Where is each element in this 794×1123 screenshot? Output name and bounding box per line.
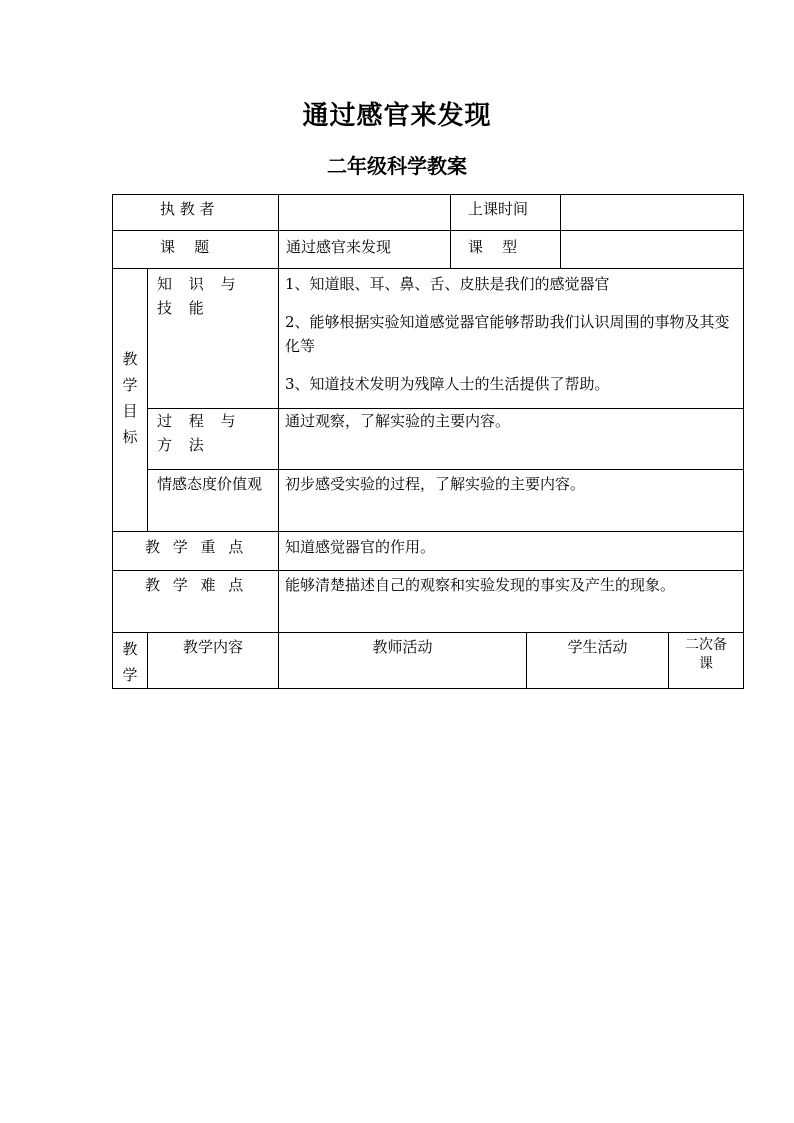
process-col-teacher: 教师活动 xyxy=(372,638,433,656)
table-col-divider xyxy=(278,194,279,269)
process-col-teaching: 教学 xyxy=(122,640,138,684)
topic-value: 通过感官来发现 xyxy=(286,238,392,256)
table-row-divider xyxy=(147,469,744,470)
table-row-divider xyxy=(112,268,744,269)
table-row-divider xyxy=(112,531,744,532)
table-border-top xyxy=(112,194,744,195)
topic-label: 课 题 xyxy=(160,238,210,256)
time-label: 上课时间 xyxy=(468,200,529,218)
table-border-left xyxy=(112,194,113,689)
knowledge-item: 2、能够根据实验知道感觉器官能够帮助我们认识周围的事物及其变化等 xyxy=(285,313,730,355)
table-border-bottom xyxy=(112,688,744,689)
emotion-value: 初步感受实验的过程，了解实验的主要内容。 xyxy=(285,475,586,493)
table-row-divider xyxy=(112,570,744,571)
table-row-divider xyxy=(112,230,744,231)
page-subtitle: 二年级科学教案 xyxy=(327,154,467,178)
key-point-label: 教 学 重 点 xyxy=(145,538,248,556)
knowledge-label: 知 识 与 技 能 xyxy=(157,275,242,317)
knowledge-item: 1、知道眼、耳、鼻、舌、皮肤是我们的感觉器官 xyxy=(285,275,610,293)
table-row-divider xyxy=(112,632,744,633)
difficulty-label: 教 学 难 点 xyxy=(145,576,248,594)
table-col-divider xyxy=(278,268,279,689)
difficulty-value: 能够清楚描述自己的观察和实验发现的事实及产生的现象。 xyxy=(285,576,676,594)
teacher-label: 执 教 者 xyxy=(160,200,215,218)
knowledge-content xyxy=(285,272,737,396)
table-col-divider xyxy=(450,194,451,269)
key-point-value: 知道感觉器官的作用。 xyxy=(285,538,436,556)
table-border-right xyxy=(743,194,744,689)
table-col-divider xyxy=(147,268,148,532)
knowledge-item: 3、知道技术发明为残障人士的生活提供了帮助。 xyxy=(285,375,610,393)
process-col-content: 教学内容 xyxy=(182,638,243,656)
type-label: 课 型 xyxy=(468,238,518,256)
process-value: 通过观察，了解实验的主要内容。 xyxy=(285,412,511,430)
process-label: 过 程 与 方 法 xyxy=(157,412,242,454)
process-col-revision: 二次备课 xyxy=(685,637,727,672)
objectives-group-label: 教学目标 xyxy=(122,350,138,446)
table-col-divider xyxy=(560,194,561,269)
table-col-divider xyxy=(668,632,669,689)
emotion-label: 情感态度价值观 xyxy=(157,475,263,493)
process-col-student: 学生活动 xyxy=(567,638,628,656)
page-title: 通过感官来发现 xyxy=(302,101,492,131)
